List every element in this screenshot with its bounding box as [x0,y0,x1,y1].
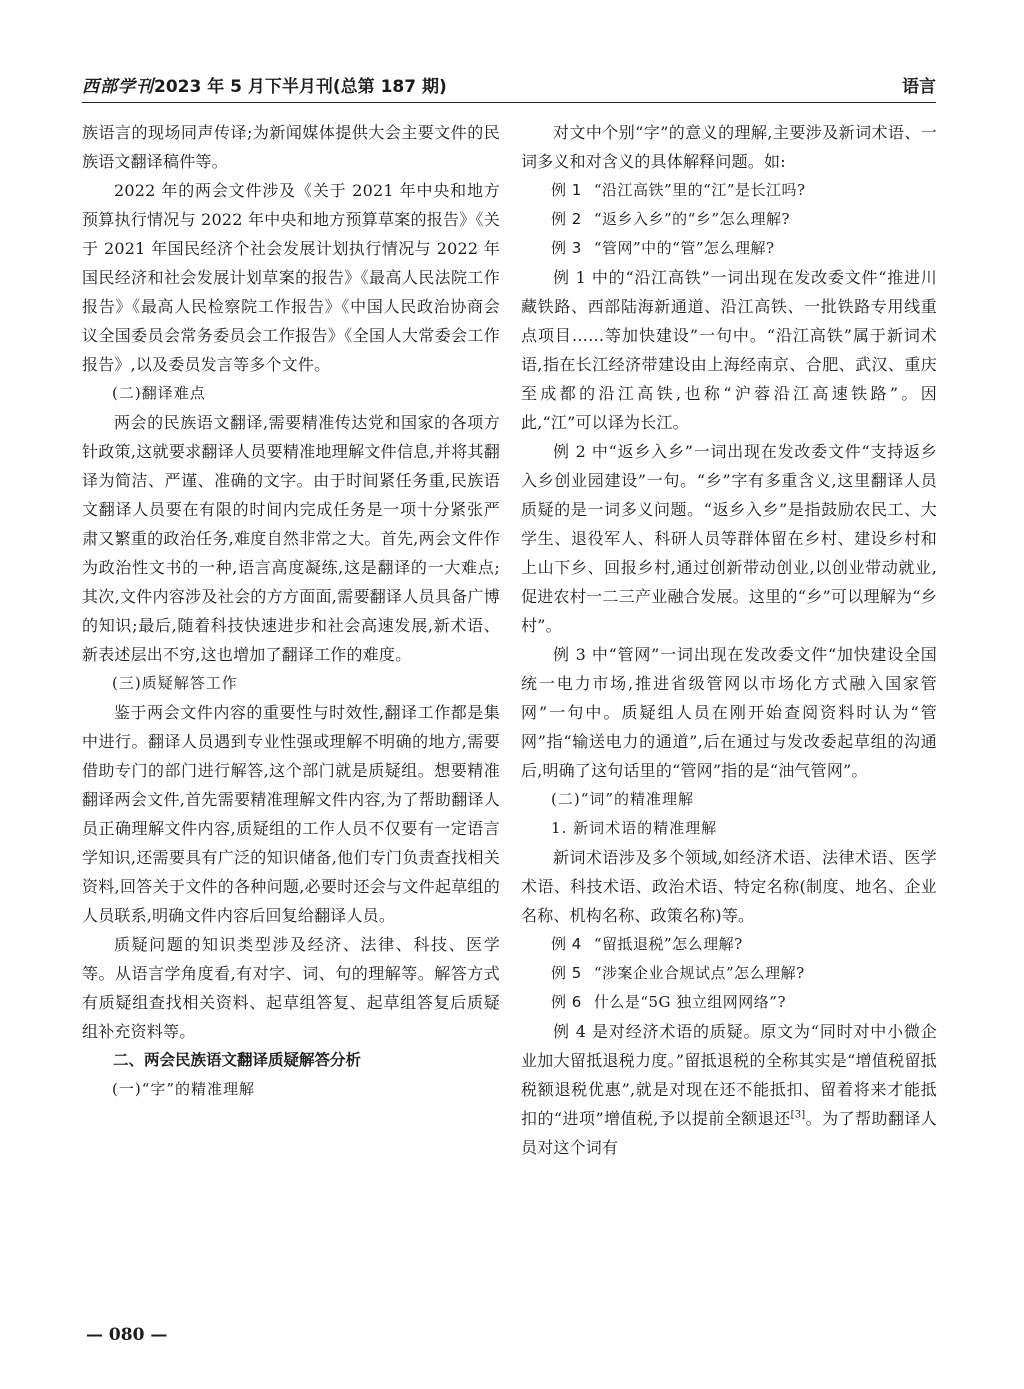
example-text: 什么是“5G 独立组网网络”? [593,993,786,1011]
example-label: 例 1 [551,181,582,199]
paragraph: 鉴于两会文件内容的重要性与时效性,翻译工作都是集中进行。翻译人员遇到专业性强或理解不明确的地方,需要借助专门的部门进行解答,这个部门就是质疑组。想要精准翻译两会文件,首先需要精准理解文件内容,为了帮助翻译人员正确理解文件内容,质疑组的工作人员不仅要有一定语言学知识,还需要具有广泛的知识储备,他们专门负责查找相关资料,回答关于文件的各种问题,必要时还会与文件起草组的人员联系,明确文件内容后回复给翻译人员。 [82,703,500,925]
example-line [521,930,937,959]
example-line [521,988,937,1017]
example-text: “涉案企业合规试点”怎么理解? [593,964,805,982]
example-text: “管网”中的“管”怎么理解? [593,239,775,257]
paragraph: 2022 年的两会文件涉及《关于 2021 年中央和地方预算执行情况与 2022 年中央和地方预算草案的报告》《关于 2021 年国民经济个社会发展计划执行情况与 2022 年国民经济和社会发展计划草案的报告》《最高人民法院工作报告》《最高人民检察院工作报告》《中国人民政治协商会议全国委员会常务委员会工作报告》《全国人大常委会工作报告》,以及委员发言等多个文件。 [82,181,500,374]
example-text: “留抵退税”怎么理解? [593,935,743,953]
paragraph: 对文中个别“字”的意义的理解,主要涉及新词术语、一词多义和对含义的具体解释问题。如: [521,123,937,171]
journal-logo: 西部学刊 [82,77,154,97]
example-line [521,176,937,205]
page-number: — 080 — [86,1325,168,1345]
example-text: “返乡入乡”的“乡”怎么理解? [593,210,791,228]
paragraph: 两会的民族语文翻译,需要精准传达党和国家的各项方针政策,这就要求翻译人员要精准地理解文件信息,并将其翻译为简洁、严谨、准确的文字。由于时间紧任务重,民族语文翻译人员要在有限的时间内完成任务是一项十分紧张严肃又繁重的政治任务,难度自然非常之大。首先,两会文件作为政治性文书的一种,语言高度凝练,这是翻译的一大难点;其次,文件内容涉及社会的方方面面,需要翻译人员具备广博的知识;最后,随着科技快速进步和社会高速发展,新术语、新表述层出不穷,这也增加了翻译工作的难度。 [82,413,500,664]
example-text: “沿江高铁”里的“江”是长江吗? [593,181,806,199]
example-label: 例 4 [551,935,582,953]
paragraph-text-tail: 。为了帮助翻译人员对这个词有 [521,1109,937,1157]
journal-title [82,72,447,97]
example-line [521,205,937,234]
paragraph: 例 1 中的“沿江高铁”一词出现在发改委文件“推进川藏铁路、西部陆海新通道、沿江高铁、一批铁路专用线重点项目……等加快建设”一句中。“沿江高铁”属于新词术语,指在长江经济带建设由上海经南京、合肥、武汉、重庆至成都的沿江高铁,也称“沪蓉沿江高速铁路”。因此,“江”可以译为长江。 [521,268,937,432]
journal-issue: 2023 年 5 月下半月刊(总第 187 期) [154,77,447,97]
subheading: (二)“词”的精准理解 [551,790,695,808]
example-label: 例 3 [551,239,582,257]
citation-ref: [3] [790,1109,806,1121]
subheading: (一)“字”的精准理解 [112,1080,256,1098]
paragraph [521,1017,937,1162]
left-column [82,118,500,1104]
example-label: 例 2 [551,210,582,228]
paragraph: 例 3 中“管网”一词出现在发改委文件“加快建设全国统一电力市场,推进省级管网以市场化方式融入国家管网”一句中。质疑组人员在刚开始查阅资料时认为“管网”指“输送电力的通道”,后在通过与发改委起草组的沟通后,明确了这句话里的“管网”指的是“油气管网”。 [521,645,937,780]
example-line [521,959,937,988]
subheading: 1. 新词术语的精准理解 [551,819,718,837]
running-header [82,68,936,103]
right-column [521,118,937,1162]
paragraph: 例 2 中“返乡入乡”一词出现在发改委文件“支持返乡入乡创业园建设”一句。“乡”字有多重含义,这里翻译人员质疑的是一词多义问题。“返乡入乡”是指鼓励农民工、大学生、退役军人、科研人员等群体留在乡村、建设乡村和上山下乡、回报乡村,通过创新带动创业,以创业带动就业,促进农村一二三产业融合发展。这里的“乡”可以理解为“乡村”。 [521,442,937,635]
paragraph: 新词术语涉及多个领域,如经济术语、法律术语、医学术语、科技术语、政治术语、特定名称(制度、地名、企业名称、机构名称、政策名称)等。 [521,848,937,925]
paragraph-text: 例 4 是对经济术语的质疑。原文为“同时对中小微企业加大留抵退税力度。”留抵退税的全称其实是“增值税留抵税额退税优惠”,就是对现在还不能抵扣、留着将来才能抵扣的“进项”增值税,予以提前全额退还 [521,1022,937,1128]
section-heading: 二、两会民族语文翻译质疑解答分析 [113,1051,362,1069]
example-line [521,234,937,263]
subheading: (三)质疑解答工作 [112,674,238,692]
paragraph: 族语言的现场同声传译;为新闻媒体提供大会主要文件的民族语文翻译稿件等。 [82,123,500,171]
subheading: (二)翻译难点 [112,384,206,402]
section-label: 语言 [902,77,936,97]
example-label: 例 5 [551,964,582,982]
paragraph: 质疑问题的知识类型涉及经济、法律、科技、医学等。从语言学角度看,有对字、词、句的理解等。解答方式有质疑组查找相关资料、起草组答复、起草组答复后质疑组补充资料等。 [82,935,500,1041]
example-label: 例 6 [551,993,582,1011]
